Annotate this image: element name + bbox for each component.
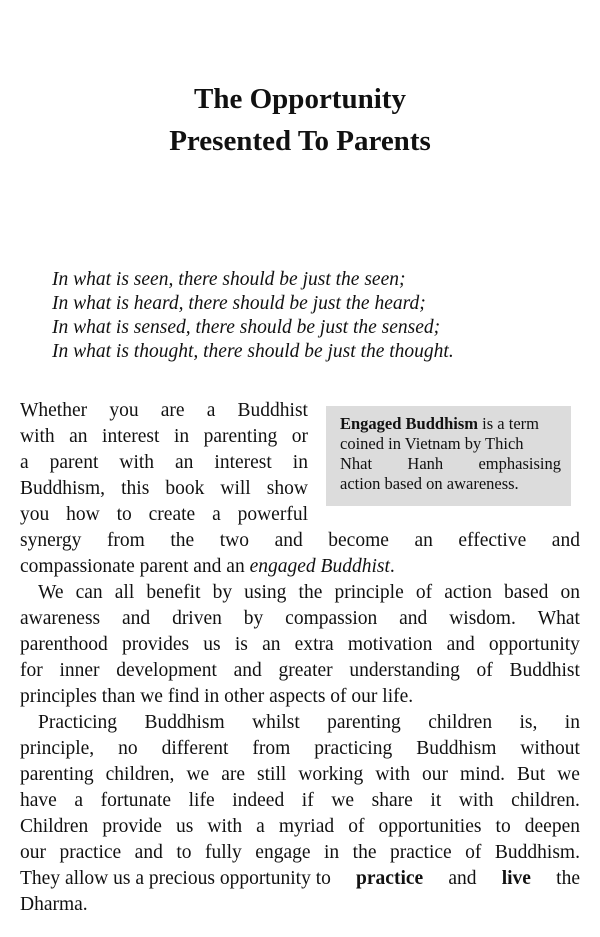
word: Buddhist <box>509 660 580 681</box>
word: Buddhism. <box>494 842 580 863</box>
word: deepen <box>524 816 580 837</box>
word: with <box>458 790 494 811</box>
word: parenting <box>20 764 94 785</box>
text-line <box>20 892 580 918</box>
word: children <box>428 712 493 733</box>
word: with <box>375 764 410 785</box>
word: from <box>106 530 145 551</box>
text-line <box>20 814 580 840</box>
word: of <box>465 842 482 863</box>
chapter-title-line-1: The Opportunity <box>194 83 406 115</box>
word: how <box>66 504 100 525</box>
word: a <box>20 452 29 473</box>
word: different <box>161 738 229 759</box>
word: you <box>20 504 50 525</box>
epigraph-line: In what is sensed, there should be just the sensed; <box>52 317 441 338</box>
sidebar-word: Nhat <box>340 454 373 473</box>
word: principle <box>334 582 404 603</box>
word: two <box>219 530 250 551</box>
word: Practicing <box>38 712 118 733</box>
word: principle, <box>20 738 95 759</box>
word: understanding <box>349 660 460 681</box>
word: in <box>324 842 340 863</box>
emphasis-text: engaged Buddhist <box>249 556 390 577</box>
word: and <box>399 608 428 629</box>
word: an <box>69 426 88 447</box>
word: provides <box>121 634 190 655</box>
word: is, <box>519 712 538 733</box>
word: fortunate <box>100 790 172 811</box>
word: in <box>564 712 580 733</box>
word: to <box>116 504 132 525</box>
word: with <box>207 816 243 837</box>
word: book <box>165 478 205 499</box>
line-text: They allow us a precious opportunity to <box>20 868 331 889</box>
text-line <box>20 528 580 554</box>
word: a <box>206 400 216 421</box>
word: inner <box>59 660 100 681</box>
word: Children <box>20 816 89 837</box>
word: in <box>292 452 308 473</box>
word: parent <box>49 452 99 473</box>
line-text: Dharma. <box>20 894 88 915</box>
word: a <box>256 816 265 837</box>
word: Whether <box>20 400 88 421</box>
word: Buddhist <box>237 400 308 421</box>
word: engage <box>255 842 311 863</box>
word: create <box>148 504 196 525</box>
chapter-title-line-2: Presented To Parents <box>169 125 431 157</box>
word: by <box>243 608 264 629</box>
word: effective <box>458 530 527 551</box>
text-line <box>20 476 308 502</box>
text-line <box>20 580 580 606</box>
sidebar-text: action based on awareness. <box>340 474 519 493</box>
word: driven <box>172 608 222 629</box>
word: are <box>160 400 185 421</box>
word: by <box>212 582 233 603</box>
line-text: . <box>389 556 395 577</box>
word: motivation <box>347 634 433 655</box>
word: it <box>430 790 442 811</box>
word: an <box>414 530 433 551</box>
epigraph-line: In what is seen, there should be just the seen; <box>52 269 406 290</box>
word: to <box>495 816 511 837</box>
word: parenting <box>203 426 278 447</box>
sidebar-term: Engaged Buddhism <box>340 414 479 433</box>
word: parenthood <box>20 634 108 655</box>
word: But <box>517 764 546 785</box>
word: indeed <box>232 790 285 811</box>
text-line <box>20 398 308 424</box>
text-line <box>20 450 308 476</box>
line-text: compassionate parent and an <box>20 556 245 577</box>
text-line <box>20 866 580 892</box>
word: is <box>234 634 248 655</box>
text-line <box>20 554 580 580</box>
word: synergy <box>20 530 82 551</box>
word: have <box>20 790 57 811</box>
word: working <box>298 764 364 785</box>
word: interest <box>102 426 160 447</box>
word: powerful <box>237 504 308 525</box>
sidebar-word: emphasising <box>478 454 561 473</box>
word: interest <box>214 452 272 473</box>
word: or <box>291 426 308 447</box>
word: We <box>38 582 64 603</box>
text-line <box>20 502 308 528</box>
word: whilst <box>252 712 300 733</box>
word: if <box>301 790 314 811</box>
word: practice <box>59 842 122 863</box>
word: Buddhism <box>144 712 225 733</box>
word: of <box>348 816 365 837</box>
line-text: and <box>448 868 477 889</box>
sidebar-text: is a term <box>482 414 539 433</box>
word: development <box>116 660 217 681</box>
body-text <box>20 398 580 918</box>
word: our <box>20 842 46 863</box>
text-line <box>20 606 580 632</box>
word: the <box>170 530 195 551</box>
sidebar-text: coined in Vietnam by Thich <box>340 434 524 453</box>
word: of <box>415 582 433 603</box>
word: still <box>257 764 287 785</box>
word: practicing <box>314 738 393 759</box>
epigraph-line: In what is thought, there should be just the thought. <box>52 341 454 362</box>
word: this <box>121 478 150 499</box>
line-text: principles than we find in other aspects of our life. <box>20 686 414 707</box>
word: with <box>119 452 155 473</box>
word: can <box>75 582 103 603</box>
word: you <box>109 400 139 421</box>
word: an <box>175 452 194 473</box>
epigraph <box>52 268 572 364</box>
word: children, <box>105 764 175 785</box>
word: greater <box>278 660 333 681</box>
word: with <box>20 426 55 447</box>
word: of <box>476 660 493 681</box>
word: from <box>252 738 291 759</box>
word: become <box>328 530 389 551</box>
word: provide <box>102 816 162 837</box>
word: we <box>186 764 210 785</box>
word: benefit <box>146 582 201 603</box>
word: extra <box>294 634 334 655</box>
sidebar-word: Hanh <box>407 454 444 473</box>
chapter-title <box>0 78 600 162</box>
word: life <box>188 790 215 811</box>
text-line <box>20 632 580 658</box>
text-line <box>20 840 580 866</box>
word: opportunities <box>378 816 482 837</box>
line-text: the <box>556 868 580 889</box>
word: the <box>352 842 377 863</box>
word: share <box>371 790 413 811</box>
text-line <box>20 710 580 736</box>
word: are <box>221 764 246 785</box>
word: practice <box>389 842 452 863</box>
word: myriad <box>278 816 335 837</box>
text-line <box>20 762 580 788</box>
epigraph-line: In what is heard, there should be just the heard; <box>52 293 426 314</box>
word: and <box>134 842 163 863</box>
word: Buddhism <box>416 738 497 759</box>
word: will <box>220 478 251 499</box>
word: parenting <box>327 712 401 733</box>
word: to <box>176 842 192 863</box>
word: on <box>560 582 580 603</box>
text-line <box>20 658 580 684</box>
word: show <box>266 478 308 499</box>
word: an <box>262 634 281 655</box>
strong-text: practice <box>356 868 424 889</box>
word: wisdom. <box>449 608 516 629</box>
word: What <box>537 608 580 629</box>
text-line <box>20 736 580 762</box>
word: no <box>118 738 138 759</box>
word: and <box>233 660 262 681</box>
word: we <box>331 790 355 811</box>
word: a <box>74 790 84 811</box>
word: the <box>298 582 323 603</box>
word: in <box>173 426 190 447</box>
word: our <box>422 764 449 785</box>
text-line <box>20 424 308 450</box>
word: awareness <box>20 608 101 629</box>
word: action <box>444 582 492 603</box>
word: for <box>20 660 43 681</box>
word: mind. <box>460 764 505 785</box>
word: us <box>203 634 221 655</box>
word: us <box>175 816 194 837</box>
word: a <box>212 504 221 525</box>
text-line <box>20 788 580 814</box>
word: fully <box>204 842 242 863</box>
word: compassion <box>285 608 378 629</box>
word: opportunity <box>488 634 580 655</box>
word: without <box>520 738 580 759</box>
strong-text: live <box>501 868 531 889</box>
word: we <box>557 764 580 785</box>
word: and <box>551 530 580 551</box>
word: children. <box>511 790 580 811</box>
word: Buddhism, <box>20 478 106 499</box>
word: using <box>244 582 287 603</box>
word: based <box>503 582 549 603</box>
word: all <box>114 582 135 603</box>
word: and <box>446 634 475 655</box>
word: and <box>274 530 303 551</box>
text-line <box>20 684 580 710</box>
word: and <box>122 608 151 629</box>
